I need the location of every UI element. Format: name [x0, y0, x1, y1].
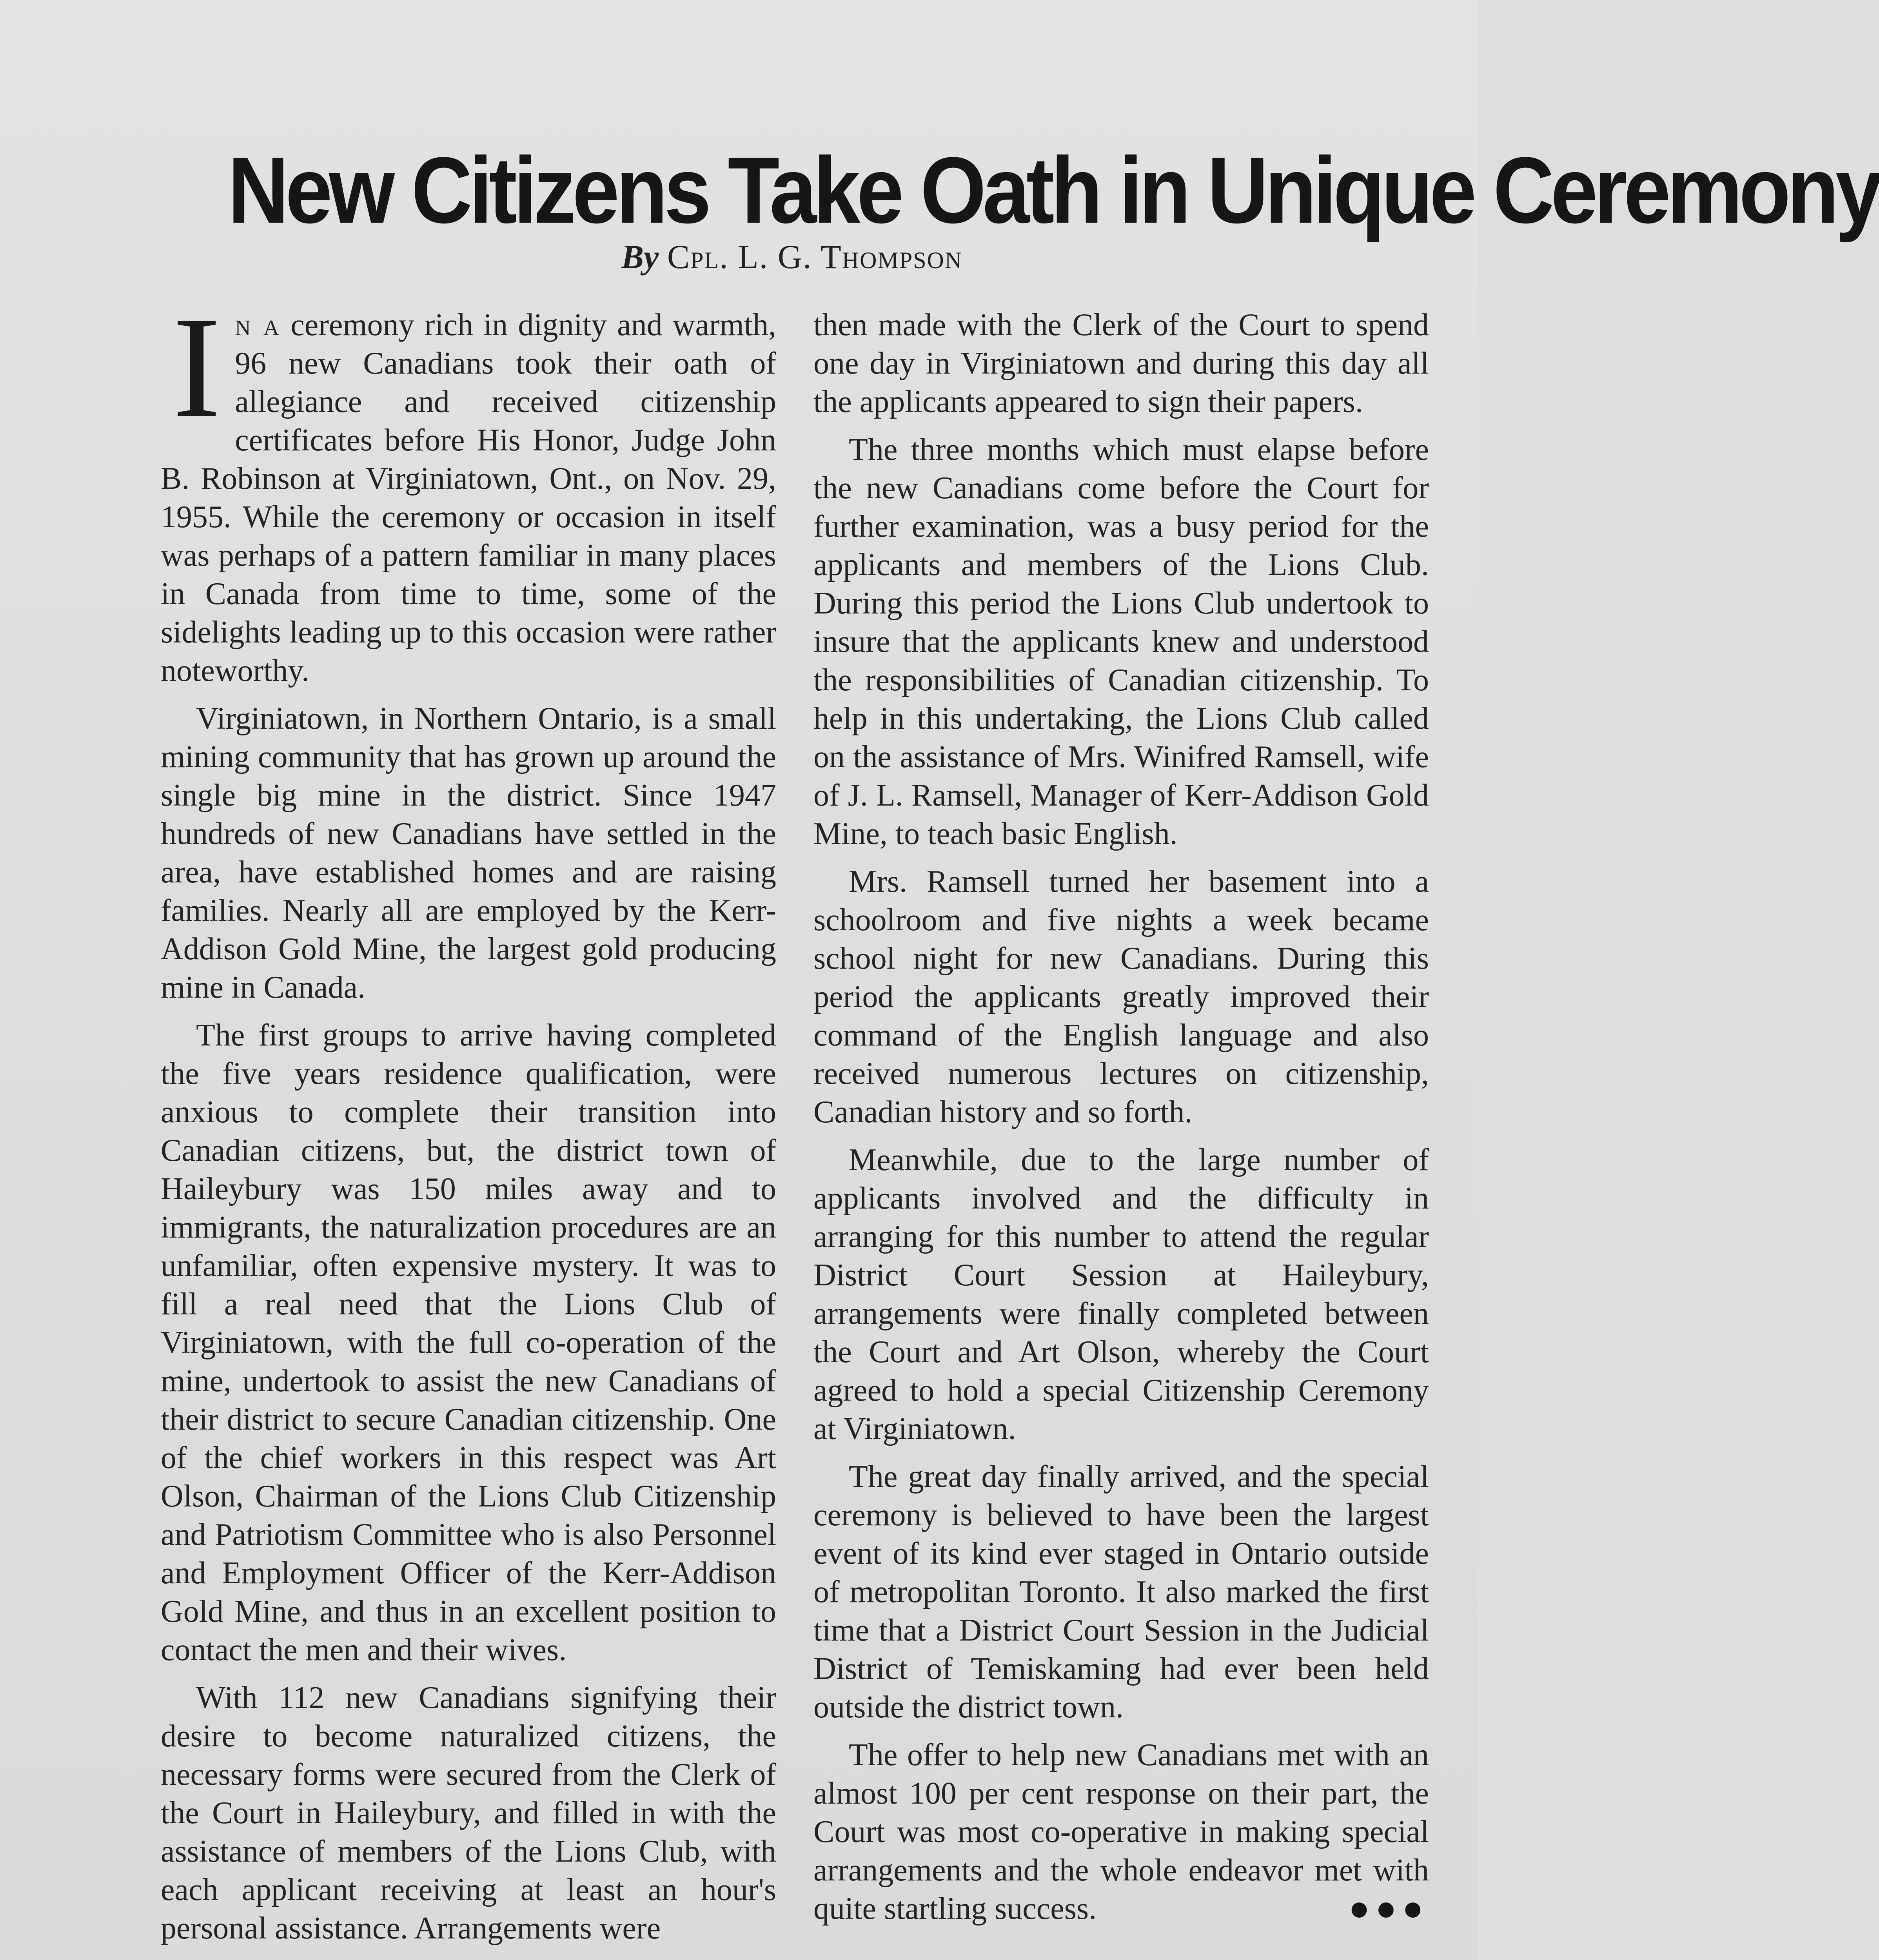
paragraph-9	[813, 1736, 1429, 1928]
paragraph-1-text: ceremony rich in dignity and warmth, 96 new Canadians took their oath of allegiance and received citizenship certificates before His Honor, Judge John B. Robinson at Virginiatown, Ont., on Nov. 29, 1955. While the ceremony or occasion in itself was perhaps of a pattern familiar in many places in Canada from time to time, some of the sidelights leading up to this occasion were rather noteworthy.	[161, 308, 776, 688]
end-of-article-marks: ●●●	[1348, 1889, 1429, 1928]
paragraph-4-continued: then made with the Clerk of the Court to spend one day in Virginiatown and during this day all the applicants appeared to sign their papers.	[813, 308, 1429, 419]
byline-by: By	[621, 238, 659, 276]
paragraph-8: The great day finally arrived, and the special ceremony is believed to have been the largest event of its kind ever staged in Ontario outside of metropolitan Toronto. It also marked the first time that a District Court Session in the Judicial District of Temiskaming had ever been held outside the district town.	[813, 1459, 1429, 1724]
paragraph-1	[161, 287, 776, 690]
article-title: New Citizens Take Oath in Unique Ceremony	[228, 138, 1879, 243]
paragraph-6: Mrs. Ramsell turned her basement into a schoolroom and five nights a week became school night for new Canadians. During this period the applicants greatly improved their command of the English language and also received numerous lectures on citizenship, Canadian history and so forth.	[813, 864, 1429, 1129]
text-column-right	[813, 306, 1429, 1937]
text-column-left	[161, 287, 776, 1957]
paragraph-4: With 112 new Canadians signifying their desire to become naturalized citizens, the necessary forms were secured from the Clerk of the Court in Haileybury, and filled in with the assistance of members of the Lions Club, with each applicant receiving at least an hour's personal assistance. Arrangements were	[161, 1681, 776, 1945]
paragraph-7: Meanwhile, due to the large number of applicants involved and the difficulty in arranging for this number to attend the regular District Court Session at Haileybury, arrangements were finally completed between the Court and Art Olson, whereby the Court agreed to hold a special Citizenship Ceremony at Virginiatown.	[813, 1143, 1429, 1446]
paragraph-9-text: The offer to help new Canadians met with an almost 100 per cent response on their part, the Court was most co-operative in making special arrangements and the whole endeavor met with quite startling success.	[813, 1738, 1429, 1926]
byline-author: Cpl. L. G. Thompson	[667, 238, 963, 276]
paragraph-2: Virginiatown, in Northern Ontario, is a small mining community that has grown up around the single big mine in the district. Since 1947 hundreds of new Canadians have settled in the area, have established homes and are raising families. Nearly all are employed by the Kerr-Addison Gold Mine, the largest gold producing mine in Canada.	[161, 701, 776, 1005]
byline	[510, 235, 1074, 278]
drop-cap: I	[172, 287, 221, 448]
paragraph-5: The three months which must elapse before the new Canadians come before the Court for further examination, was a busy period for the applicants and members of the Lions Club. During this period the Lions Club undertook to insure that the applicants knew and understood the responsibilities of Canadian citizenship. To help in this undertaking, the Lions Club called on the assistance of Mrs. Winifred Ramsell, wife of J. L. Ramsell, Manager of Kerr-Addison Gold Mine, to teach basic English.	[813, 432, 1429, 851]
paragraph-3: The first groups to arrive having completed the five years residence qualification, were anxious to complete their transition into Canadian citizens, but, the district town of Haileybury was 150 miles away and to immigrants, the naturalization procedures are an unfamiliar, often expensive mystery. It was to fill a real need that the Lions Club of Virginiatown, with the full co-operation of the mine, undertook to assist the new Canadians of their district to secure Canadian citizenship. One of the chief workers in this respect was Art Olson, Chairman of the Lions Club Citizenship and Patriotism Committee who is also Personnel and Employment Officer of the Kerr-Addison Gold Mine, and thus in an excellent position to contact the men and their wives.	[161, 1018, 776, 1667]
lead-in-words: n a	[235, 308, 281, 342]
